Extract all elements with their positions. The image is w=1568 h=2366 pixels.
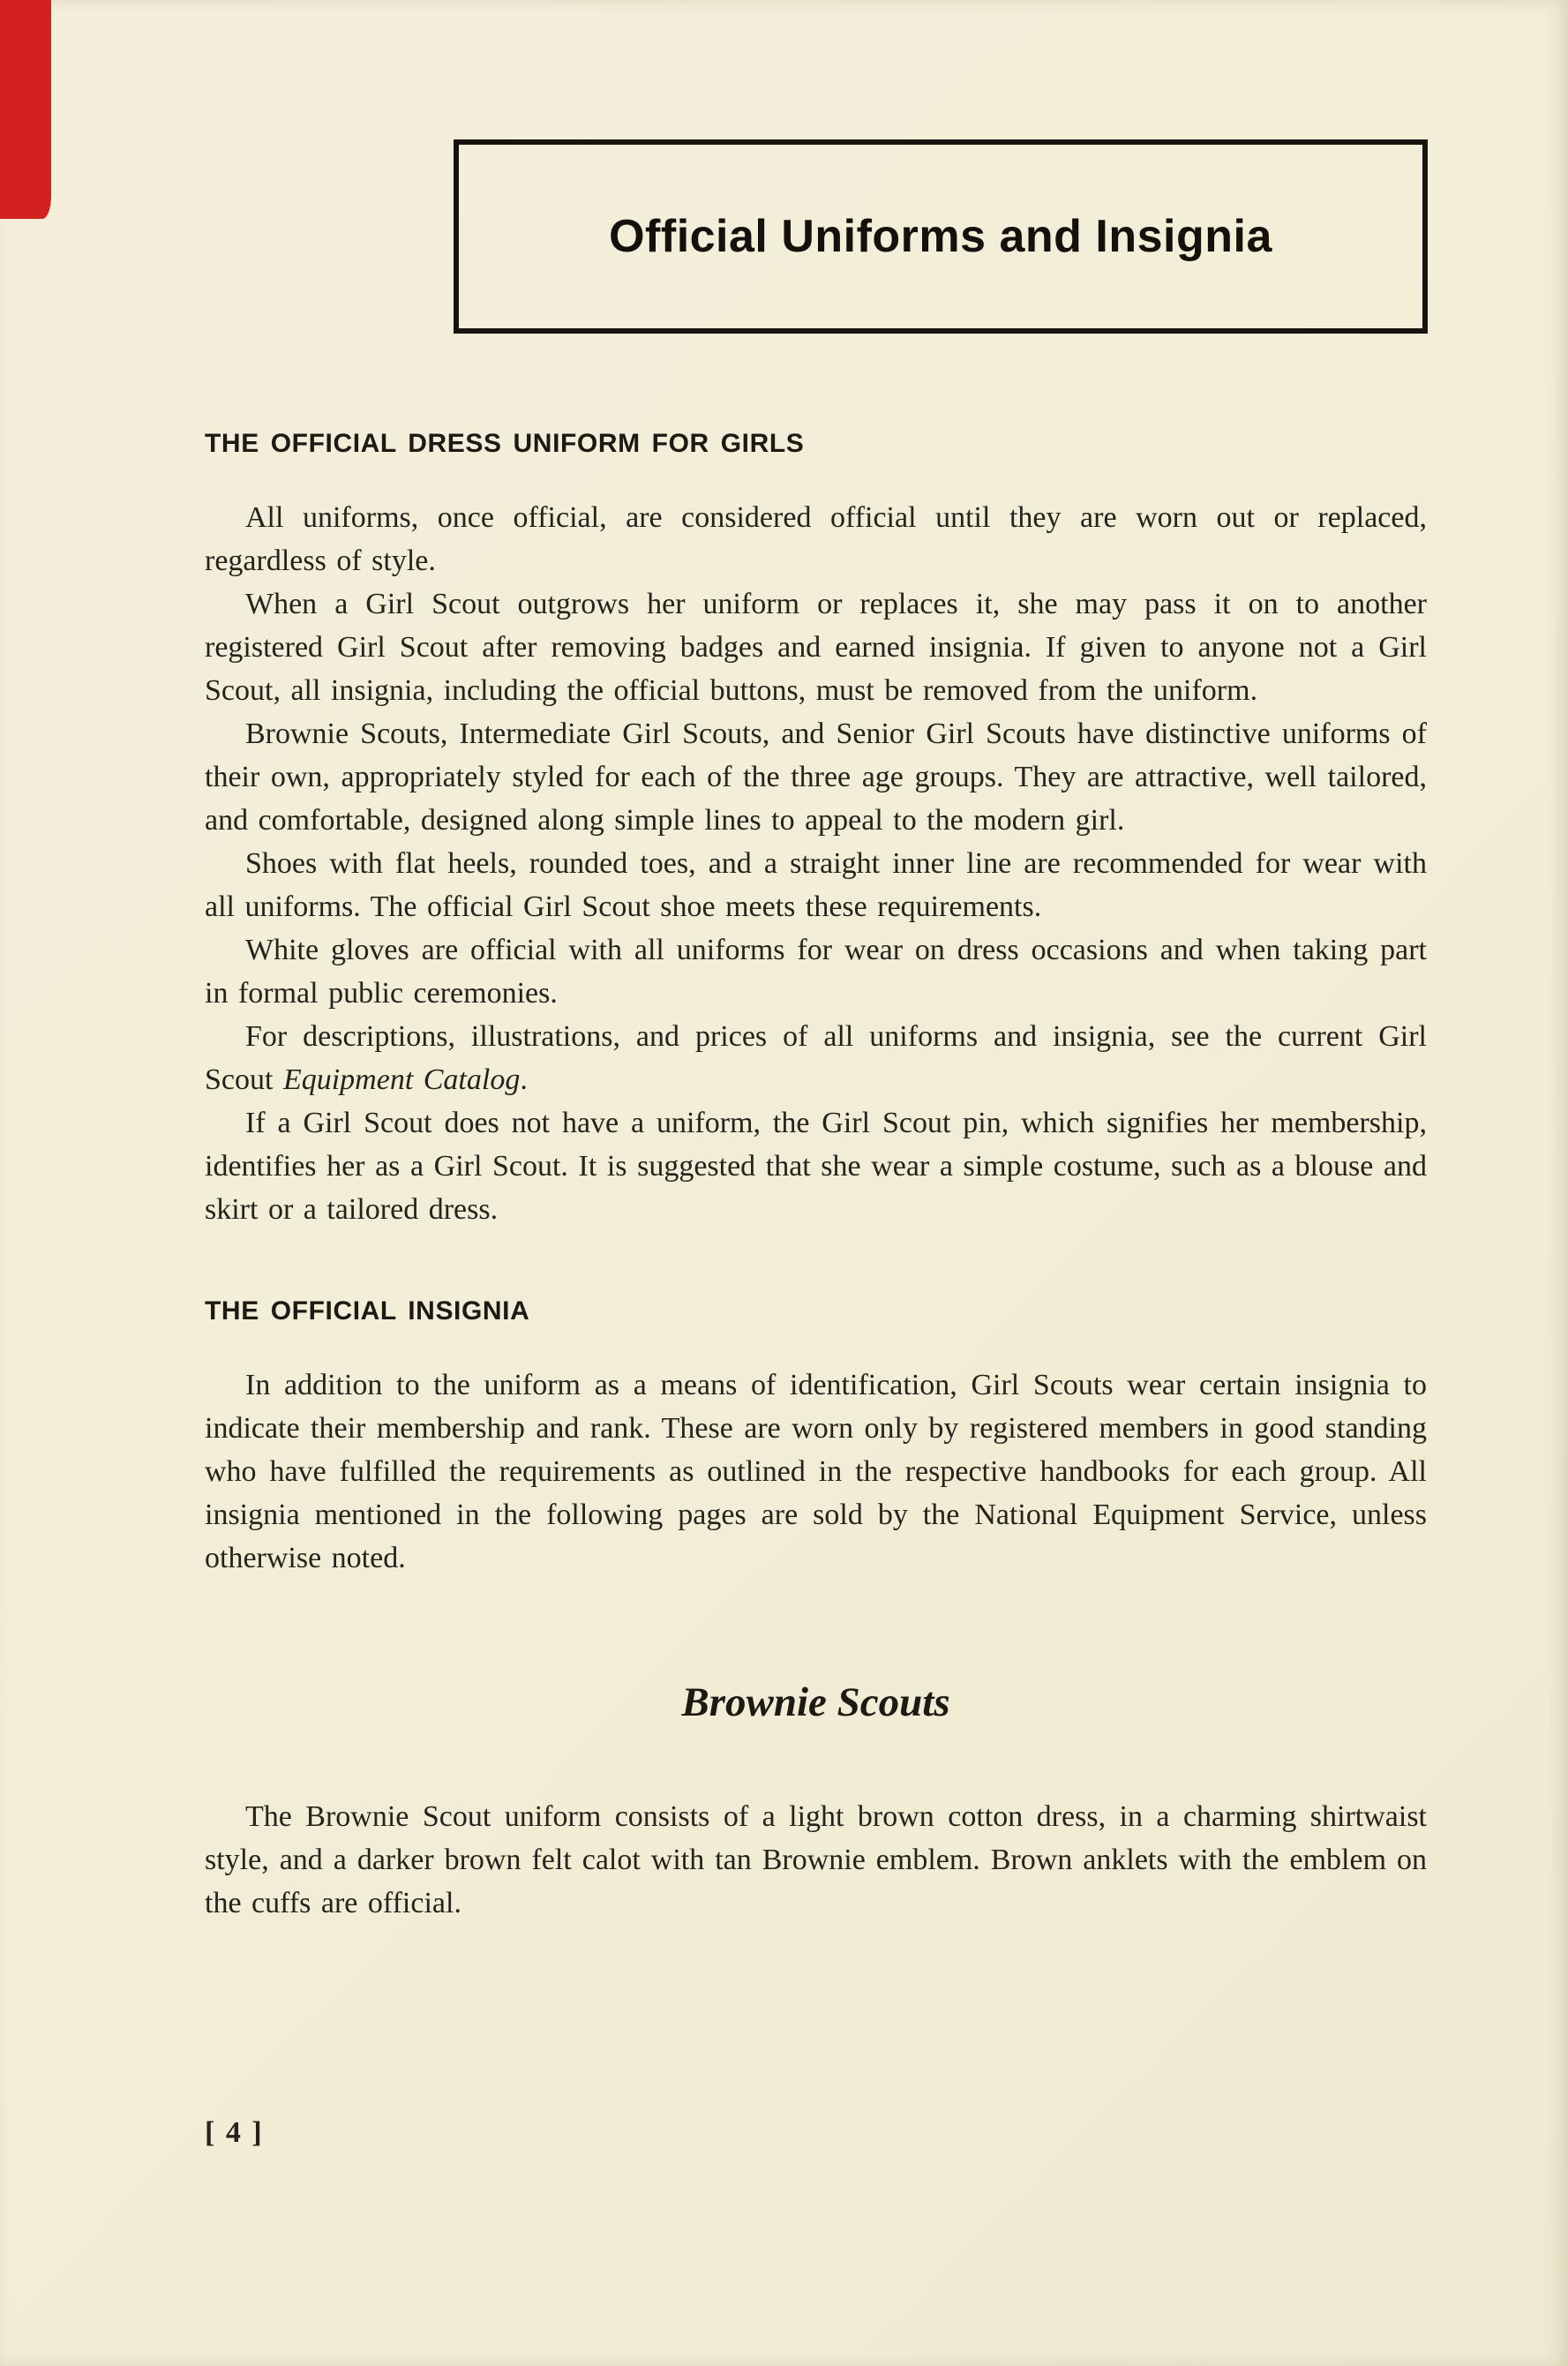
section-heading-insignia: THE OFFICIAL INSIGNIA (205, 1296, 530, 1326)
paragraph: In addition to the uniform as a means of identification, Girl Scouts wear certain insignia to indicate their membership and rank. These are worn only by registered members in good standing who have fulfilled the requirements as outlined in the respective handbooks for each group. All insignia mentioned in the following pages are sold by the National Equipment Service, unless otherwise noted. (205, 1369, 1427, 1574)
catalog-title-italic: Equipment Catalog (282, 1063, 521, 1096)
title-box (454, 139, 1428, 334)
brownie-section-body (205, 1795, 1427, 1925)
paragraph: All uniforms, once official, are considered official until they are worn out or replaced, regardless of style. (205, 501, 1427, 577)
section-heading-brownie-scouts: Brownie Scouts (681, 1679, 950, 1725)
paragraph: Brownie Scouts, Intermediate Girl Scouts, and Senior Girl Scouts have distinctive uniforms of their own, appropriately styled for each of the three age groups. They are attractive, well tailored, and comfortable, designed along simple lines to appeal to the modern girl. (205, 717, 1427, 837)
book-spine-edge (0, 0, 51, 219)
paragraph: The Brownie Scout uniform consists of a light brown cotton dress, in a charming shirtwaist style, and a darker brown felt calot with tan Brownie emblem. Brown anklets with the emblem on the cuffs are official. (205, 1800, 1427, 1919)
dress-uniform-section-body (205, 496, 1427, 1231)
insignia-section-body (205, 1363, 1427, 1580)
page-title: Official Uniforms and Insignia (609, 211, 1272, 262)
paragraph: When a Girl Scout outgrows her uniform or replaces it, she may pass it on to another registered Girl Scout after removing badges and earned insignia. If given to anyone not a Girl Scout, all insignia, including the official buttons, must be removed from the uniform. (205, 588, 1427, 707)
catalog-text-before: For descriptions, illustrations, and prices of all uniforms and insignia, see the current Girl Scout (205, 1020, 1427, 1096)
page-number: [ 4 ] (205, 2116, 264, 2149)
paragraph-catalog (205, 1015, 1427, 1101)
page-content (205, 429, 1427, 1925)
paragraph: White gloves are official with all uniforms for wear on dress occasions and when taking part in formal public ceremonies. (205, 934, 1427, 1010)
paragraph: If a Girl Scout does not have a uniform, the Girl Scout pin, which signifies her membership, identifies her as a Girl Scout. It is suggested that she wear a simple costume, such as a blouse and skirt or a tailored dress. (205, 1107, 1427, 1226)
catalog-text-after: . (520, 1063, 528, 1096)
section-heading-dress-uniform: THE OFFICIAL DRESS UNIFORM FOR GIRLS (205, 429, 805, 458)
paragraph: Shoes with flat heels, rounded toes, and a straight inner line are recommended for wear with all uniforms. The official Girl Scout shoe meets these requirements. (205, 847, 1427, 923)
